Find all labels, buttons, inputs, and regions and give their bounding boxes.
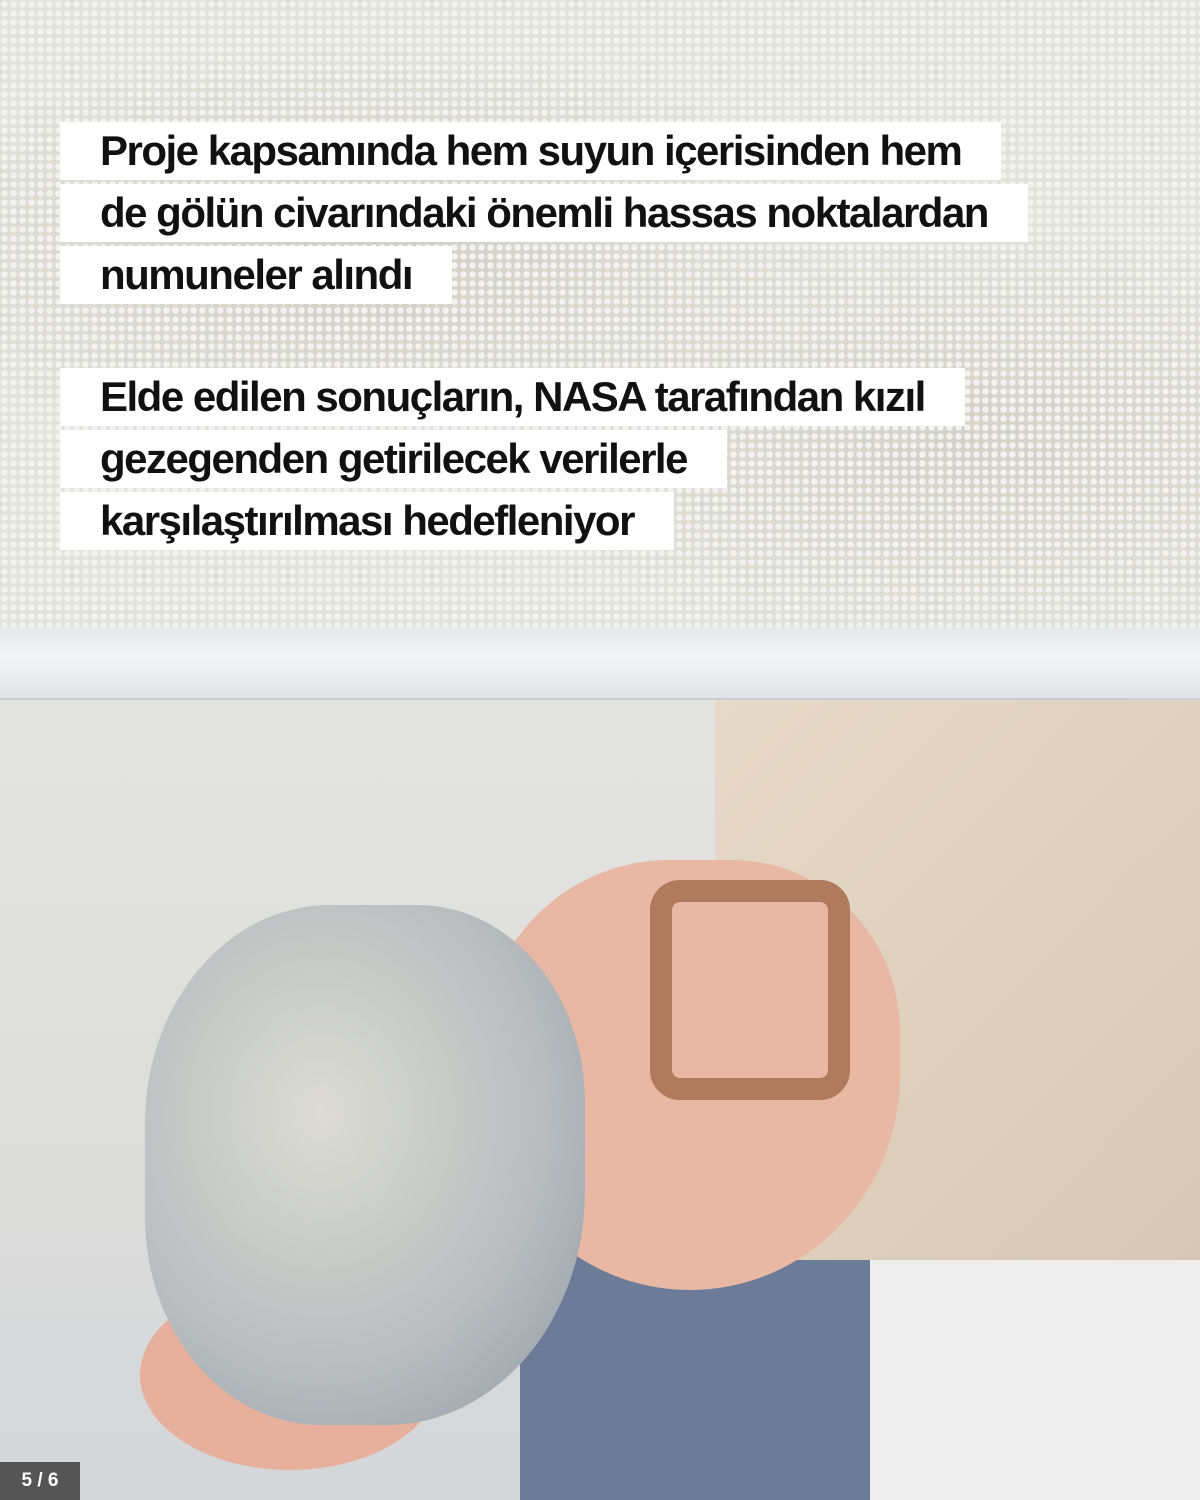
text-line: karşılaştırılması hedefleniyor xyxy=(60,492,674,550)
text-line: de gölün civarındaki önemli hassas noktalardan xyxy=(60,184,1028,242)
page-indicator: 5 / 6 xyxy=(0,1462,80,1500)
photo-hand-holding-salt-rock xyxy=(0,700,1200,1500)
text-line: gezegenden getirilecek verilerle xyxy=(60,430,727,488)
text-line: Elde edilen sonuçların, NASA tarafından kızıl xyxy=(60,368,965,426)
watch xyxy=(650,880,850,1100)
text-line: numuneler alındı xyxy=(60,246,452,304)
divider-strip xyxy=(0,628,1200,700)
text-line: Proje kapsamında hem suyun içerisinden hem xyxy=(60,122,1001,180)
pants xyxy=(870,1260,1200,1500)
salt-rock xyxy=(145,905,585,1425)
